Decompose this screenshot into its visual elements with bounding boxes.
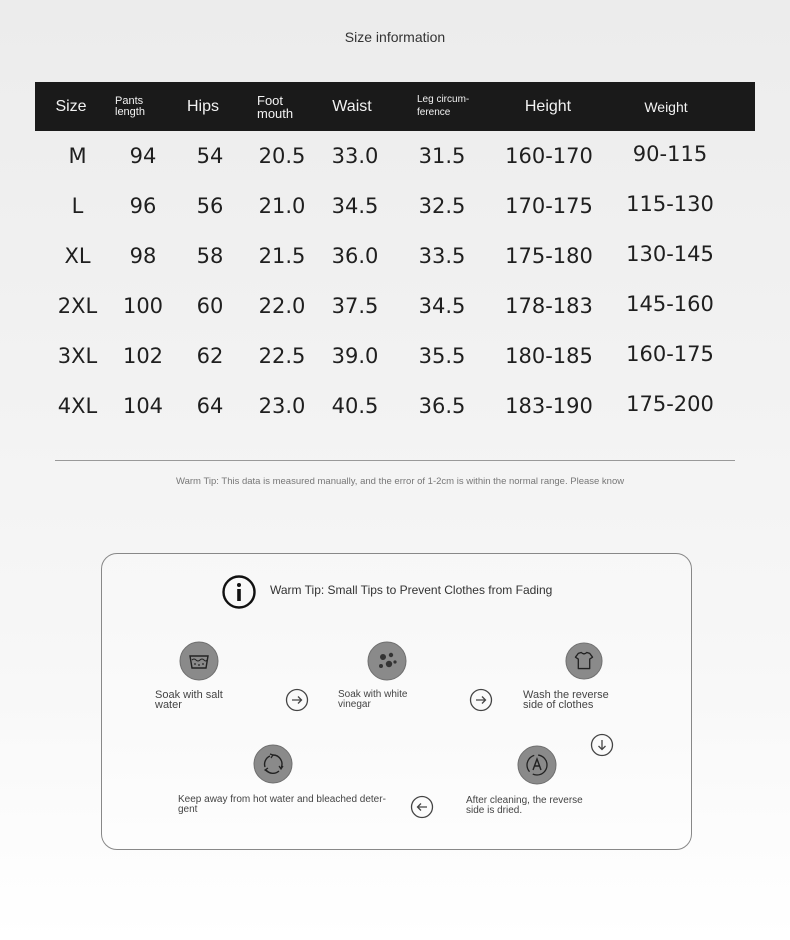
header-leg-line2: ference <box>417 107 451 118</box>
cell-weight: 175-200 <box>626 392 714 416</box>
table-row <box>35 281 755 331</box>
arrow-down-icon <box>590 733 614 757</box>
care-step-dry-reverse <box>466 796 583 816</box>
cell-foot: 20.5 <box>258 144 306 168</box>
care-step-avoid-hot-water <box>178 795 408 815</box>
header-leg-circumference <box>417 82 487 131</box>
size-table-header <box>35 82 755 131</box>
header-weight: Weight <box>644 98 688 115</box>
cell-leg: 32.5 <box>418 194 466 218</box>
header-foot-mouth <box>257 82 307 131</box>
care-step-3-line1: Wash the reverse <box>523 689 609 701</box>
cell-height: 175-180 <box>505 244 593 268</box>
cell-waist: 37.5 <box>331 294 379 318</box>
info-icon <box>222 575 256 609</box>
care-step-1-line2: water <box>155 699 182 711</box>
cell-size: 4XL <box>57 394 98 418</box>
arrow-right-icon <box>469 688 493 712</box>
vinegar-drops-icon <box>367 641 407 681</box>
header-size: Size <box>55 97 87 115</box>
cell-hips: 54 <box>196 144 224 168</box>
header-height: Height <box>524 97 572 115</box>
table-row <box>35 131 755 181</box>
cell-height: 170-175 <box>505 194 593 218</box>
cell-hips: 64 <box>196 394 224 418</box>
cell-hips: 58 <box>196 244 224 268</box>
cell-waist: 39.0 <box>331 344 379 368</box>
care-step-4-line2: side is dried. <box>466 805 523 816</box>
cell-leg: 35.5 <box>418 344 466 368</box>
cell-leg: 34.5 <box>418 294 466 318</box>
cell-pants: 102 <box>122 344 164 368</box>
cell-foot: 22.0 <box>258 294 306 318</box>
cell-weight: 115-130 <box>626 192 714 216</box>
cell-weight: 145-160 <box>626 292 714 316</box>
page-title: Size information <box>344 29 446 45</box>
care-step-2-line1: Soak with white <box>338 689 408 700</box>
salt-water-basin-icon <box>179 641 219 681</box>
care-step-3-line2: side of clothes <box>523 699 594 711</box>
cell-size: 3XL <box>57 344 98 368</box>
header-pants-line2: length <box>115 105 145 118</box>
cell-leg: 31.5 <box>418 144 466 168</box>
header-foot-line1: Foot <box>257 92 284 108</box>
care-step-reverse-wash <box>523 690 609 710</box>
cell-size: XL <box>64 244 91 268</box>
cell-leg: 36.5 <box>418 394 466 418</box>
cell-pants: 104 <box>122 394 164 418</box>
table-row <box>35 381 755 431</box>
divider <box>55 460 735 461</box>
cell-foot: 22.5 <box>258 344 306 368</box>
cell-waist: 40.5 <box>331 394 379 418</box>
cell-waist: 36.0 <box>331 244 379 268</box>
arrow-right-icon <box>285 688 309 712</box>
cell-height: 180-185 <box>505 344 593 368</box>
table-row <box>35 181 755 231</box>
cell-height: 160-170 <box>505 144 593 168</box>
header-pants-line1: Pants <box>115 94 144 107</box>
cell-hips: 56 <box>196 194 224 218</box>
header-leg-line1: Leg circum- <box>417 94 470 105</box>
cell-waist: 33.0 <box>331 144 379 168</box>
measurement-tip: Warm Tip: This data is measured manually, and the error of 1-2cm is within the normal range. Please know <box>176 476 625 487</box>
care-step-5-line1: Keep away from hot water and bleached deter- <box>178 794 386 805</box>
care-step-4-line1: After cleaning, the reverse <box>466 795 583 806</box>
header-pants-length <box>115 82 159 131</box>
care-step-salt-water <box>155 690 223 710</box>
cell-foot: 21.5 <box>258 244 306 268</box>
table-row <box>35 331 755 381</box>
header-foot-line2: mouth <box>257 105 294 121</box>
cell-weight: 130-145 <box>626 242 714 266</box>
care-step-2-line2: vinegar <box>338 699 371 710</box>
cell-hips: 62 <box>196 344 224 368</box>
cell-size: L <box>71 194 84 218</box>
recycle-circle-icon <box>253 744 293 784</box>
cell-weight: 90-115 <box>632 142 708 166</box>
arrow-left-icon <box>410 795 434 819</box>
cell-size: M <box>68 144 87 168</box>
cell-weight: 160-175 <box>626 342 714 366</box>
cell-leg: 33.5 <box>418 244 466 268</box>
drying-icon <box>517 745 557 785</box>
cell-pants: 96 <box>129 194 157 218</box>
cell-size: 2XL <box>57 294 98 318</box>
cell-hips: 60 <box>196 294 224 318</box>
cell-foot: 23.0 <box>258 394 306 418</box>
cell-pants: 98 <box>129 244 157 268</box>
shirt-icon <box>565 642 603 680</box>
care-step-vinegar <box>338 690 407 710</box>
cell-height: 183-190 <box>505 394 593 418</box>
header-waist: Waist <box>332 97 372 115</box>
care-step-5-line2: gent <box>178 804 198 815</box>
cell-pants: 94 <box>129 144 157 168</box>
care-tips-title: Warm Tip: Small Tips to Prevent Clothes from Fading <box>270 583 553 597</box>
cell-foot: 21.0 <box>258 194 306 218</box>
cell-pants: 100 <box>122 294 164 318</box>
care-step-1-line1: Soak with salt <box>155 689 223 701</box>
cell-waist: 34.5 <box>331 194 379 218</box>
header-hips: Hips <box>186 97 219 115</box>
table-row <box>35 231 755 281</box>
cell-height: 178-183 <box>505 294 593 318</box>
